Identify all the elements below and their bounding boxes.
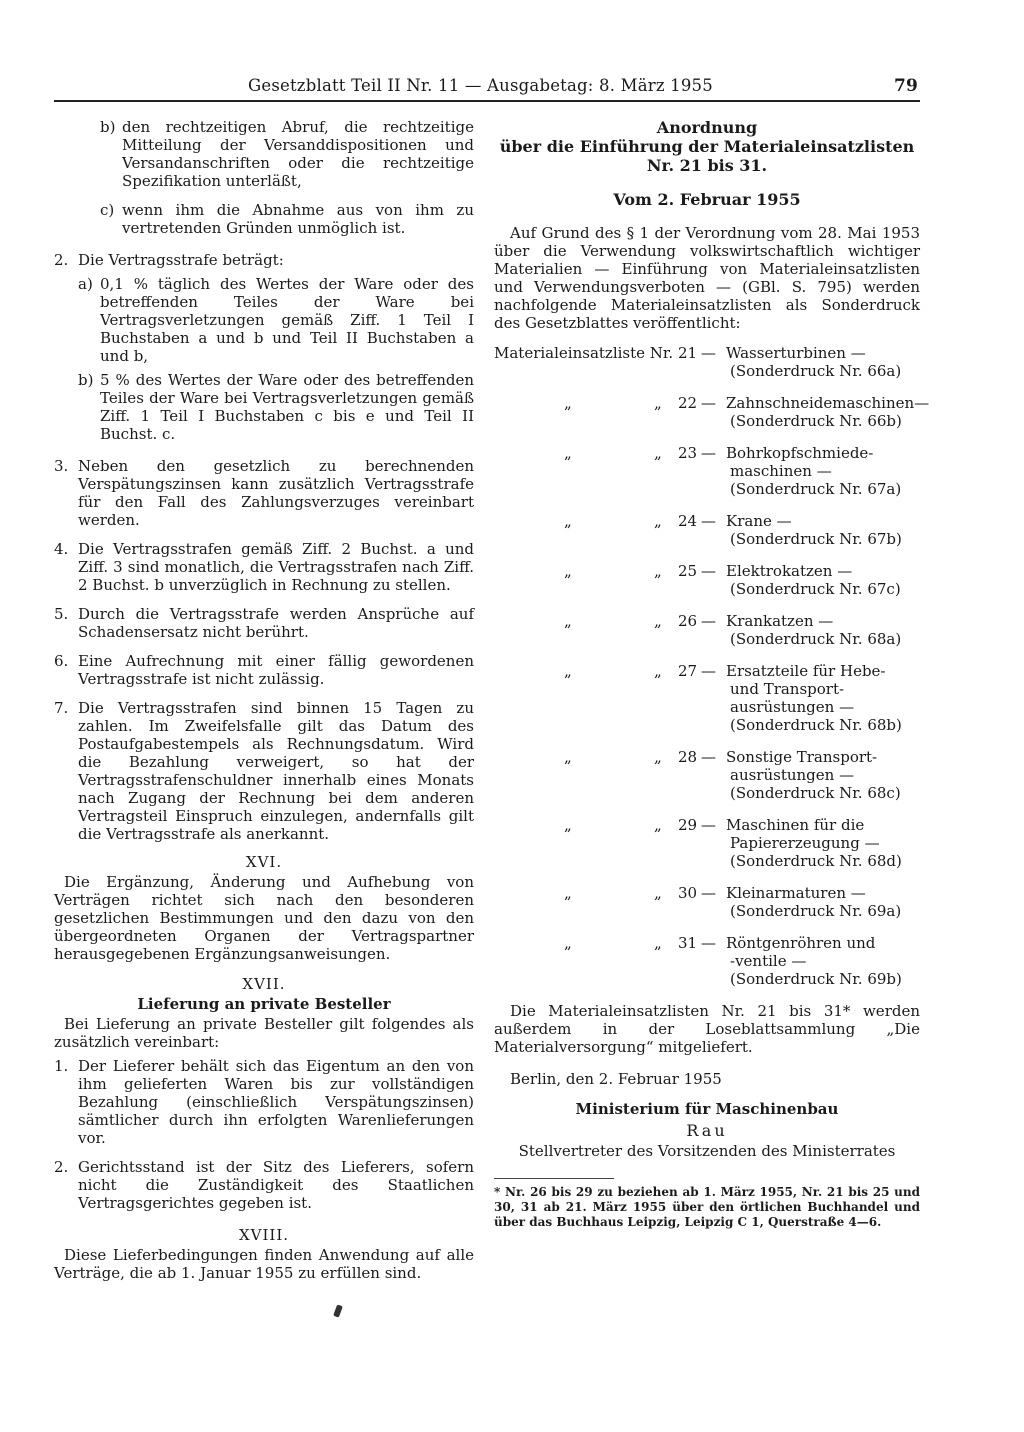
- ditto-mark: „: [654, 934, 662, 952]
- ditto-mark: „: [654, 512, 662, 530]
- list-number: 25: [678, 562, 698, 580]
- item-label: 2.: [54, 251, 69, 269]
- material-list-entry: [494, 512, 920, 548]
- header-rule: [54, 100, 920, 102]
- place-date: Berlin, den 2. Februar 1955: [510, 1070, 722, 1088]
- xvii-item-2: [54, 1158, 474, 1212]
- list-item-text: und Transport-: [730, 680, 845, 698]
- ordinance-date: Vom 2. Februar 1955: [613, 190, 801, 209]
- section-xvi-text: Die Ergänzung, Änderung und Aufhebung von Verträgen richtet sich nach den besonderen gesetzlichen Bestimmungen und den dazu von den übergeordneten Organen der Vertragspartner herausgegebenen Ergänzungsanweisungen.: [54, 873, 474, 963]
- clause-label: b): [100, 118, 116, 136]
- clause-b: [54, 118, 474, 190]
- item-text: Durch die Vertragsstrafe werden Ansprüche auf Schadensersatz nicht berührt.: [78, 605, 474, 641]
- list-item-text: Sonstige Transport-: [726, 748, 878, 766]
- material-list-entry: [494, 562, 920, 598]
- list-number: 22: [678, 394, 698, 412]
- item-4: [54, 540, 474, 594]
- list-item-text: Elektrokatzen —: [726, 562, 853, 580]
- list-dash: —: [701, 344, 716, 362]
- list-item-text: Krane —: [726, 512, 792, 530]
- list-item-text: Wasserturbinen —: [726, 344, 866, 362]
- footnote-rule: [494, 1178, 614, 1179]
- item-label: 1.: [54, 1057, 69, 1075]
- list-item-text: Maschinen für die: [726, 816, 865, 834]
- section-xvii-title: Lieferung an private Besteller: [137, 995, 391, 1013]
- list-item-text: Kleinarmaturen —: [726, 884, 866, 902]
- ditto-mark: „: [564, 884, 572, 902]
- item-6: [54, 652, 474, 688]
- item-text: Der Lieferer behält sich das Eigentum an den von ihm gelieferten Waren bis zur vollständigen Bezahlung (einschließlich Verspätungszinsen) sämtlicher durch ihn erfolgten Warenlieferungen vor.: [78, 1057, 474, 1147]
- clause-label: c): [100, 201, 115, 219]
- closing-paragraph: Die Materialeinsatzlisten Nr. 21 bis 31* werden außerdem in der Loseblattsammlung „Die Materialversorgung“ mitgeliefert.: [494, 1002, 920, 1056]
- item-2b: [54, 371, 474, 443]
- list-dash: —: [701, 512, 716, 530]
- ink-speck: [333, 1304, 343, 1317]
- section-xviii-heading: XVIII.: [238, 1226, 290, 1244]
- list-dash: —: [701, 884, 716, 902]
- sonderdruck-ref: (Sonderdruck Nr. 68d): [730, 852, 902, 870]
- footnote: * Nr. 26 bis 29 zu beziehen ab 1. März 1955, Nr. 21 bis 25 und 30, 31 ab 21. März 1955 über den örtlichen Buchhandel und über das Buchhaus Leipzig, Leipzig C 1, Querstraße 4—6.: [494, 1185, 920, 1229]
- section-xvi-heading: XVI.: [245, 853, 283, 871]
- list-item-text: Röntgenröhren und: [726, 934, 876, 952]
- list-dash: —: [701, 748, 716, 766]
- right-column: [494, 118, 930, 1230]
- material-list-entry: [494, 884, 920, 920]
- item-label: 3.: [54, 457, 69, 475]
- ditto-mark: „: [654, 884, 662, 902]
- sonderdruck-ref: (Sonderdruck Nr. 69a): [730, 902, 902, 920]
- sonderdruck-ref: (Sonderdruck Nr. 67c): [730, 580, 901, 598]
- section-xvii-heading: XVII.: [242, 975, 286, 993]
- item-label: 7.: [54, 699, 69, 717]
- sonderdruck-ref: (Sonderdruck Nr. 68a): [730, 630, 902, 648]
- list-prefix: Materialeinsatzliste Nr.: [494, 344, 674, 362]
- list-dash: —: [701, 662, 716, 680]
- list-dash: —: [701, 612, 716, 630]
- list-number: 26: [678, 612, 698, 630]
- list-item-text: -ventile —: [730, 952, 807, 970]
- ditto-mark: „: [564, 444, 572, 462]
- item-text: 5 % des Wertes der Ware oder des betreffenden Teiles der Ware bei Vertragsverletzungen gemäß Ziff. 1 Teil I Buchstaben c bis e und Teil II Buchst. c.: [100, 371, 474, 443]
- sonderdruck-ref: (Sonderdruck Nr. 67a): [730, 480, 902, 498]
- ditto-mark: „: [564, 612, 572, 630]
- section-xviii-text: Diese Lieferbedingungen finden Anwendung auf alle Verträge, die ab 1. Januar 1955 zu erfüllen sind.: [54, 1246, 474, 1282]
- item-text: Neben den gesetzlich zu berechnenden Verspätungszinsen kann zusätzlich Vertragsstrafe für den Fall des Zahlungsverzuges vereinbart werden.: [78, 457, 474, 529]
- signer-name: Rau: [686, 1121, 728, 1140]
- list-number: 31: [678, 934, 698, 952]
- item-text: Die Vertragsstrafen gemäß Ziff. 2 Buchst. a und Ziff. 3 sind monatlich, die Vertragsstrafen nach Ziff. 2 Buchst. b unverzüglich in Rechnung zu stellen.: [78, 540, 474, 594]
- list-number: 27: [678, 662, 698, 680]
- ditto-mark: „: [564, 748, 572, 766]
- list-item-text: Bohrkopfschmiede-: [726, 444, 874, 462]
- sonderdruck-ref: (Sonderdruck Nr. 67b): [730, 530, 902, 548]
- list-dash: —: [701, 444, 716, 462]
- list-item-text: Papiererzeugung —: [730, 834, 880, 852]
- ditto-mark: „: [654, 816, 662, 834]
- list-number: 21: [678, 344, 698, 362]
- material-list-entry: [494, 394, 930, 430]
- signer-role: Stellvertreter des Vorsitzenden des Ministerrates: [518, 1142, 896, 1160]
- item-text: 0,1 % täglich des Wertes der Ware oder des betreffenden Teiles der Ware bei Vertragsverletzungen gemäß Ziff. 1 Teil I Buchstaben a und b und Teil II Buchstaben a und b,: [100, 275, 474, 365]
- sonderdruck-ref: (Sonderdruck Nr. 66b): [730, 412, 902, 430]
- sonderdruck-ref: (Sonderdruck Nr. 68c): [730, 784, 901, 802]
- ditto-mark: „: [654, 562, 662, 580]
- ditto-mark: „: [564, 512, 572, 530]
- clause-text: den rechtzeitigen Abruf, die rechtzeitige Mitteilung der Versanddispositionen und Versandanschriften oder die rechtzeitige Spezifikation unterläßt,: [122, 118, 474, 190]
- list-dash: —: [701, 816, 716, 834]
- clause-c: [54, 201, 474, 237]
- material-list-entry: [494, 748, 920, 802]
- list-number: 23: [678, 444, 698, 462]
- list-dash: —: [701, 934, 716, 952]
- ditto-mark: „: [654, 662, 662, 680]
- list-item-text: ausrüstungen —: [730, 698, 855, 716]
- list-item-text: Krankatzen —: [726, 612, 834, 630]
- list-number: 28: [678, 748, 698, 766]
- item-label: 5.: [54, 605, 69, 623]
- item-2a: [54, 275, 474, 365]
- material-list-entry: [494, 444, 920, 498]
- item-text: Eine Aufrechnung mit einer fällig gewordenen Vertragsstrafe ist nicht zulässig.: [78, 652, 474, 688]
- material-list-entry: [494, 816, 920, 870]
- ministry-name: Ministerium für Maschinenbau: [575, 1100, 839, 1118]
- list-item-text: Zahnschneidemaschinen—: [726, 394, 930, 412]
- ditto-mark: „: [564, 562, 572, 580]
- page-header: [54, 76, 918, 98]
- ditto-mark: „: [654, 748, 662, 766]
- page-number: 79: [893, 76, 918, 96]
- list-item-text: Ersatzteile für Hebe-: [726, 662, 886, 680]
- ordinance-subtitle: über die Einführung der Materialeinsatzlisten: [499, 137, 915, 156]
- list-dash: —: [701, 562, 716, 580]
- list-number: 24: [678, 512, 698, 530]
- material-list-entry: [494, 344, 920, 380]
- list-number: 30: [678, 884, 698, 902]
- list-item-text: ausrüstungen —: [730, 766, 855, 784]
- item-3: [54, 457, 474, 529]
- list-item-text: maschinen —: [730, 462, 832, 480]
- header-title: Gesetzblatt Teil II Nr. 11 — Ausgabetag: 8. März 1955: [248, 76, 713, 95]
- item-label: 4.: [54, 540, 69, 558]
- material-list-entry: [494, 934, 920, 988]
- ordinance-title: Anordnung: [656, 118, 758, 137]
- material-list-entry: [494, 612, 920, 648]
- list-number: 29: [678, 816, 698, 834]
- item-7: [54, 699, 474, 843]
- item-label: a): [78, 275, 93, 293]
- ditto-mark: „: [654, 612, 662, 630]
- clause-text: wenn ihm die Abnahme aus von ihm zu vertretenden Gründen unmöglich ist.: [122, 201, 474, 237]
- ordinance-intro: Auf Grund des § 1 der Verordnung vom 28. Mai 1953 über die Verwendung volkswirtschaftlich wichtiger Materialien — Einführung von Materialeinsatzlisten und Verwendungsverboten — (GBl. S. 795) werden nachfolgende Materialeinsatzlisten als Sonderdruck des Gesetzblattes veröffentlicht:: [494, 224, 920, 332]
- item-text: Die Vertragsstrafe beträgt:: [78, 251, 284, 269]
- item-text: Die Vertragsstrafen sind binnen 15 Tagen zu zahlen. Im Zweifelsfalle gilt das Datum des Postaufgabestempels als Rechnungsdatum. Wird die Bezahlung verweigert, so hat der Vertragsstrafenschuldner innerhalb eines Monats nach Zugang der Rechnung bei dem anderen Vertragsteil Einspruch einzulegen, andernfalls gilt die Vertragsstrafe als anerkannt.: [78, 699, 474, 843]
- xvii-item-1: [54, 1057, 474, 1147]
- sonderdruck-ref: (Sonderdruck Nr. 68b): [730, 716, 902, 734]
- ditto-mark: „: [564, 816, 572, 834]
- material-list-entry: [494, 662, 920, 734]
- item-label: 6.: [54, 652, 69, 670]
- ditto-mark: „: [654, 394, 662, 412]
- item-label: 2.: [54, 1158, 69, 1176]
- item-5: [54, 605, 474, 641]
- material-list: [494, 344, 930, 988]
- left-column: [54, 118, 474, 1282]
- list-dash: —: [701, 394, 716, 412]
- ditto-mark: „: [564, 934, 572, 952]
- ditto-mark: „: [564, 662, 572, 680]
- ordinance-subtitle-2: Nr. 21 bis 31.: [646, 156, 768, 175]
- sonderdruck-ref: (Sonderdruck Nr. 69b): [730, 970, 902, 988]
- item-text: Gerichtsstand ist der Sitz des Lieferers, sofern nicht die Zuständigkeit des Staatlichen Vertragsgerichtes gegeben ist.: [78, 1158, 474, 1212]
- item-2: [54, 251, 474, 269]
- ditto-mark: „: [564, 394, 572, 412]
- ditto-mark: „: [654, 444, 662, 462]
- sonderdruck-ref: (Sonderdruck Nr. 66a): [730, 362, 902, 380]
- item-label: b): [78, 371, 94, 389]
- section-xvii-intro: Bei Lieferung an private Besteller gilt folgendes als zusätzlich vereinbart:: [54, 1015, 474, 1051]
